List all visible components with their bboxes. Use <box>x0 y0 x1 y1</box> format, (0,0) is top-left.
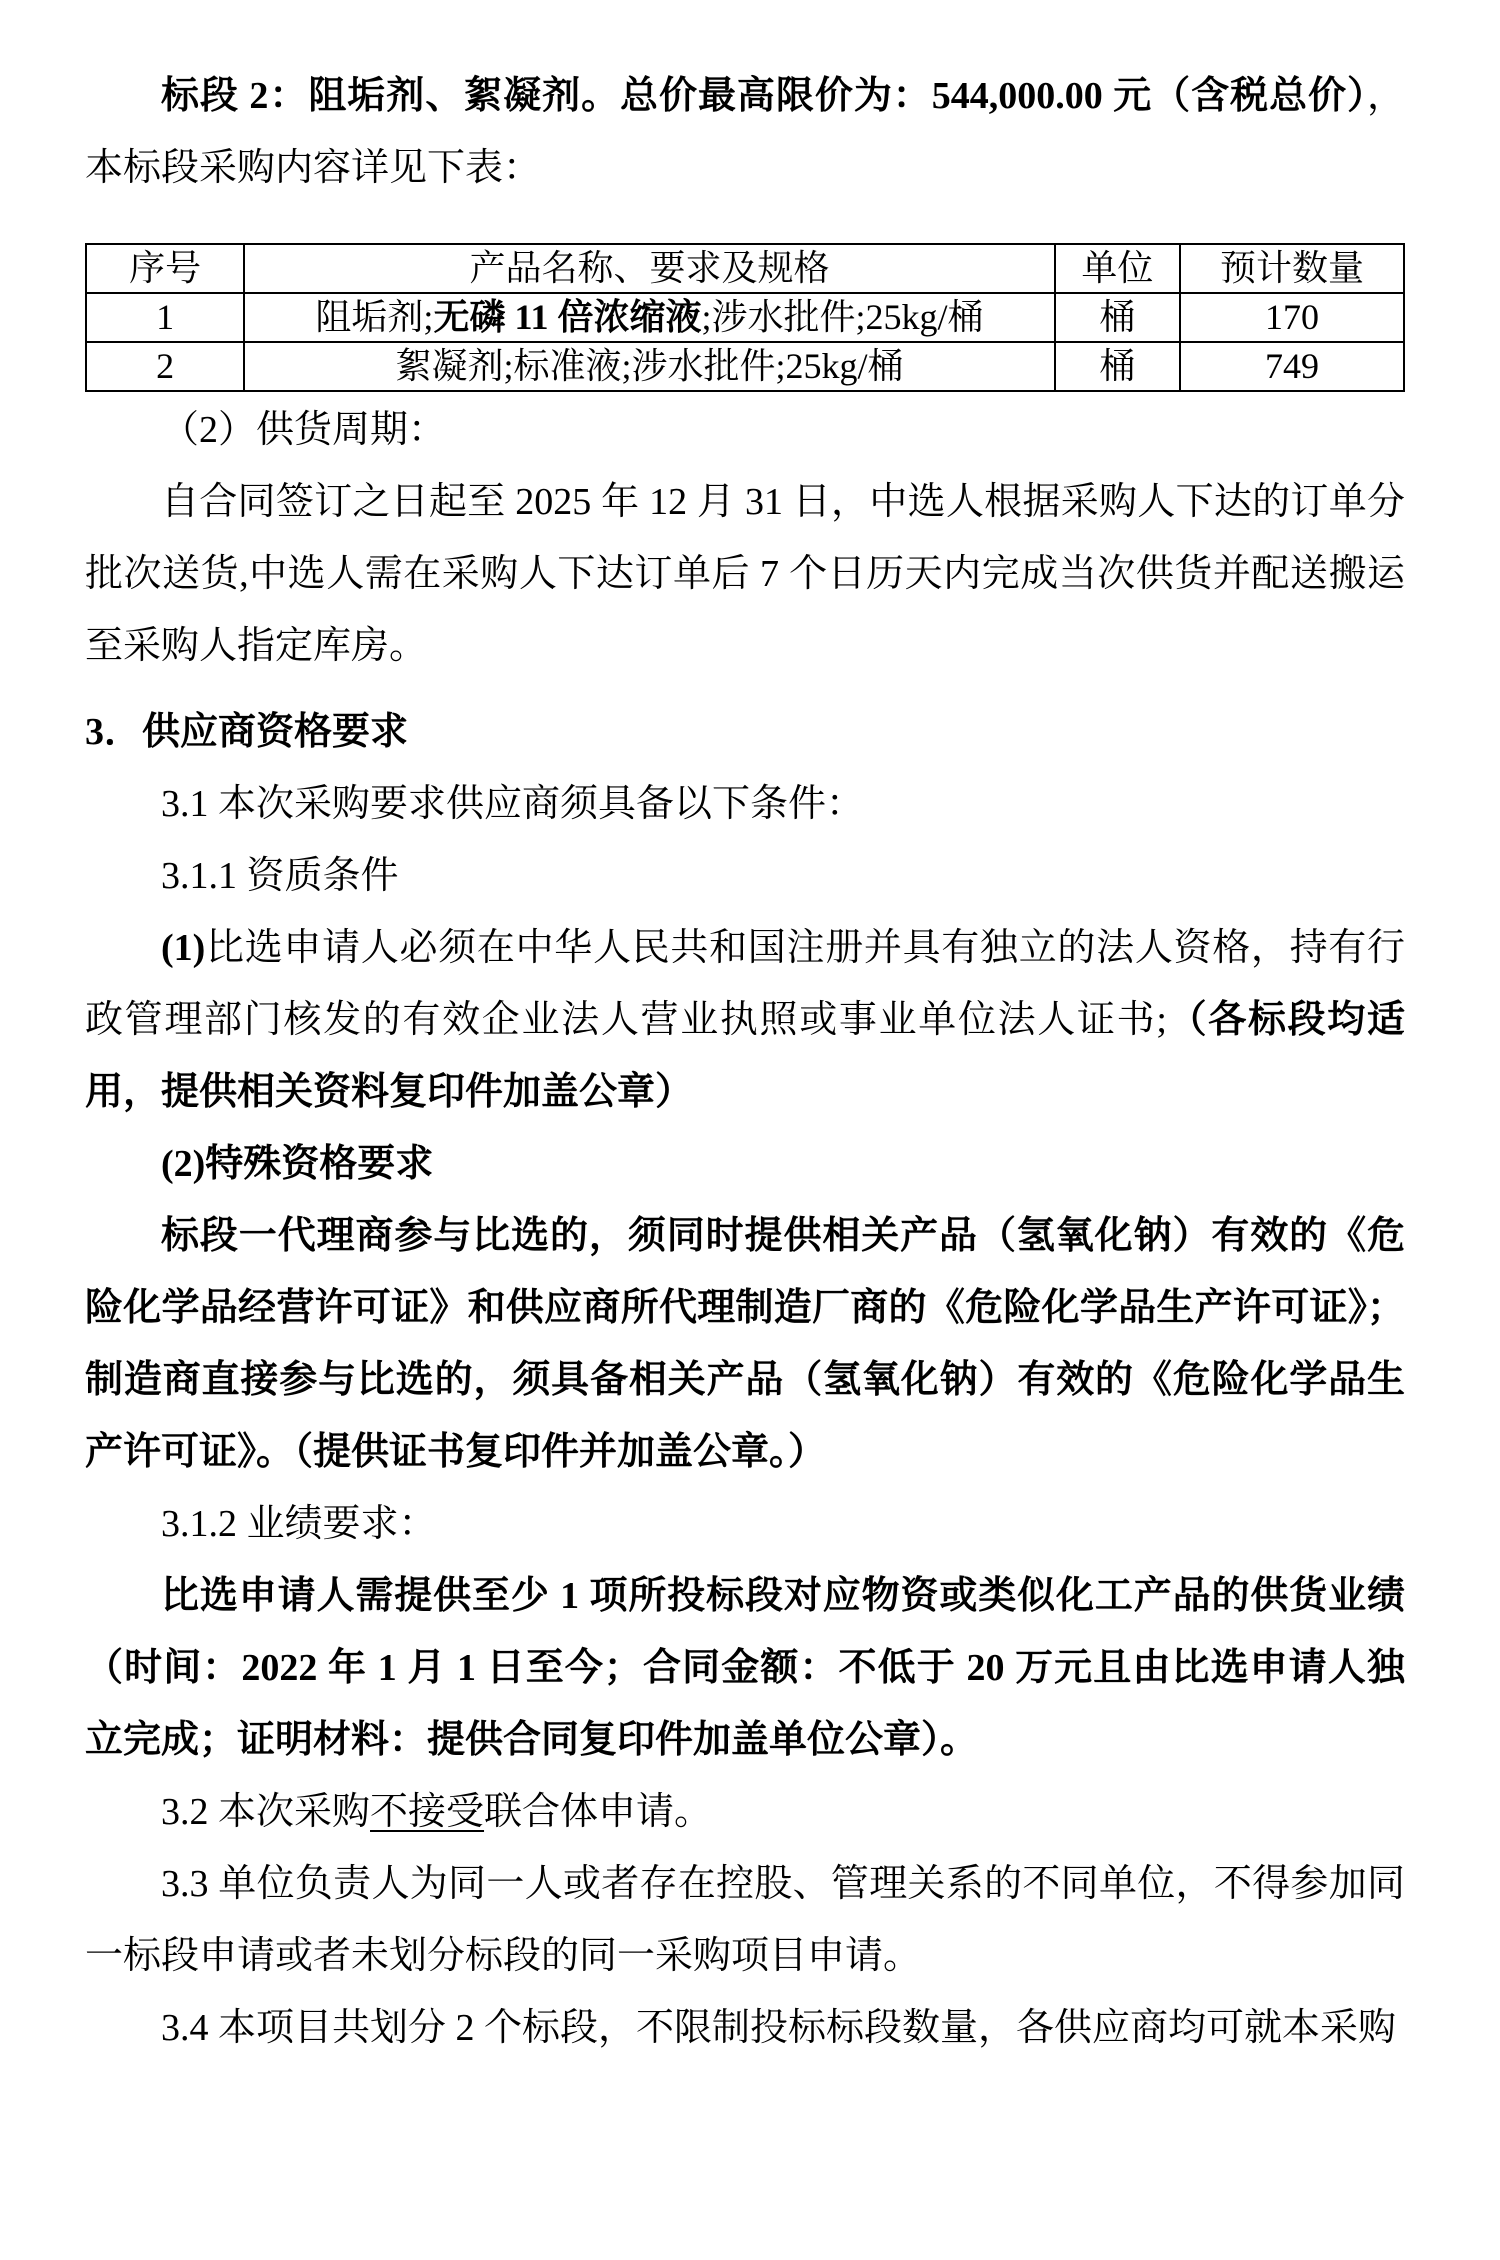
row1-product-bold: 无磷 11 倍浓缩液 <box>433 297 702 337</box>
lot2-summary-tail: ，本标段采购内容详见下表： <box>85 75 1405 189</box>
col-header-product: 产品名称、要求及规格 <box>244 244 1055 293</box>
col-header-unit: 单位 <box>1055 244 1180 293</box>
col-header-index: 序号 <box>86 244 244 293</box>
row2-index: 2 <box>86 342 244 391</box>
paragraph-3-4: 3.4 本项目共划分 2 个标段，不限制投标标段数量，各供应商均可就本采购 <box>161 2007 1397 2049</box>
procurement-items-table <box>85 243 1405 392</box>
paragraph-supply-period-detail: 自合同签订之日起至 2025 年 12 月 31 日，中选人根据采购人下达的订单分批次送货,中选人需在采购人下达订单后 7 个日历天内完成当次供货并配送搬运至采购人指定库房。 <box>85 481 1405 667</box>
row1-quantity: 170 <box>1180 293 1404 342</box>
p32-lead: 3.2 本次采购 <box>161 1791 371 1833</box>
item1-note-bold: （各标段均适用，提供相关资料复印件加盖公章） <box>85 999 1405 1113</box>
row2-product: 絮凝剂;标准液;涉水批件;25kg/桶 <box>244 342 1055 391</box>
paragraph-special-qualification-detail: 标段一代理商参与比选的，须同时提供相关产品（氢氧化钠）有效的《危险化学品经营许可证》和供应商所代理制造厂商的《危险化学品生产许可证》；制造商直接参与比选的，须具备相关产品（氢氧化钠）有效的《危险化学品生产许可证》。（提供证书复印件并加盖公章。） <box>85 1215 1405 1473</box>
row2-unit: 桶 <box>1055 342 1180 391</box>
paragraph-lot2-summary <box>85 60 1405 204</box>
paragraph-3-1-1: 3.1.1 资质条件 <box>161 855 399 897</box>
row2-quantity: 749 <box>1180 342 1404 391</box>
section-heading-supplier-qualification: 3．供应商资格要求 <box>85 711 409 753</box>
item1-number: (1) <box>161 927 206 969</box>
p32-underlined: 不接受 <box>370 1791 485 1833</box>
paragraph-qualification-item1 <box>85 912 1405 1128</box>
paragraph-3-1-2: 3.1.2 业绩要求： <box>161 1503 437 1545</box>
row1-product-prefix: 阻垢剂; <box>315 297 434 337</box>
col-header-quantity: 预计数量 <box>1180 244 1404 293</box>
paragraph-3-1: 3.1 本次采购要求供应商须具备以下条件： <box>161 783 865 825</box>
table-header-row <box>86 244 1404 293</box>
row1-unit: 桶 <box>1055 293 1180 342</box>
item1-body: 比选申请人必须在中华人民共和国注册并具有独立的法人资格，持有行政管理部门核发的有效企业法人营业执照或事业单位法人证书; <box>85 927 1405 1041</box>
row1-product-suffix: ;涉水批件;25kg/桶 <box>701 297 984 337</box>
table-row-2 <box>86 342 1404 391</box>
table-row-1 <box>86 293 1404 342</box>
p32-tail: 联合体申请。 <box>484 1791 713 1833</box>
paragraph-performance-requirement: 比选申请人需提供至少 1 项所投标段对应物资或类似化工产品的供货业绩（时间：2022 年 1 月 1 日至今；合同金额：不低于 20 万元且由比选申请人独立完成；证明材料：提供合同复印件加盖单位公章）。 <box>85 1575 1405 1761</box>
paragraph-3-3: 3.3 单位负责人为同一人或者存在控股、管理关系的不同单位，不得参加同一标段申请或者未划分标段的同一采购项目申请。 <box>85 1863 1405 1977</box>
paragraph-special-qualification-label: (2)特殊资格要求 <box>161 1143 434 1185</box>
lot2-max-price-text: 标段 2：阻垢剂、絮凝剂。总价最高限价为：544,000.00 元（含税总价） <box>161 75 1367 117</box>
paragraph-supply-period-label: （2）供货周期： <box>161 409 447 451</box>
row1-index: 1 <box>86 293 244 342</box>
paragraph-3-2 <box>85 1776 1405 1848</box>
row1-product <box>244 293 1055 342</box>
